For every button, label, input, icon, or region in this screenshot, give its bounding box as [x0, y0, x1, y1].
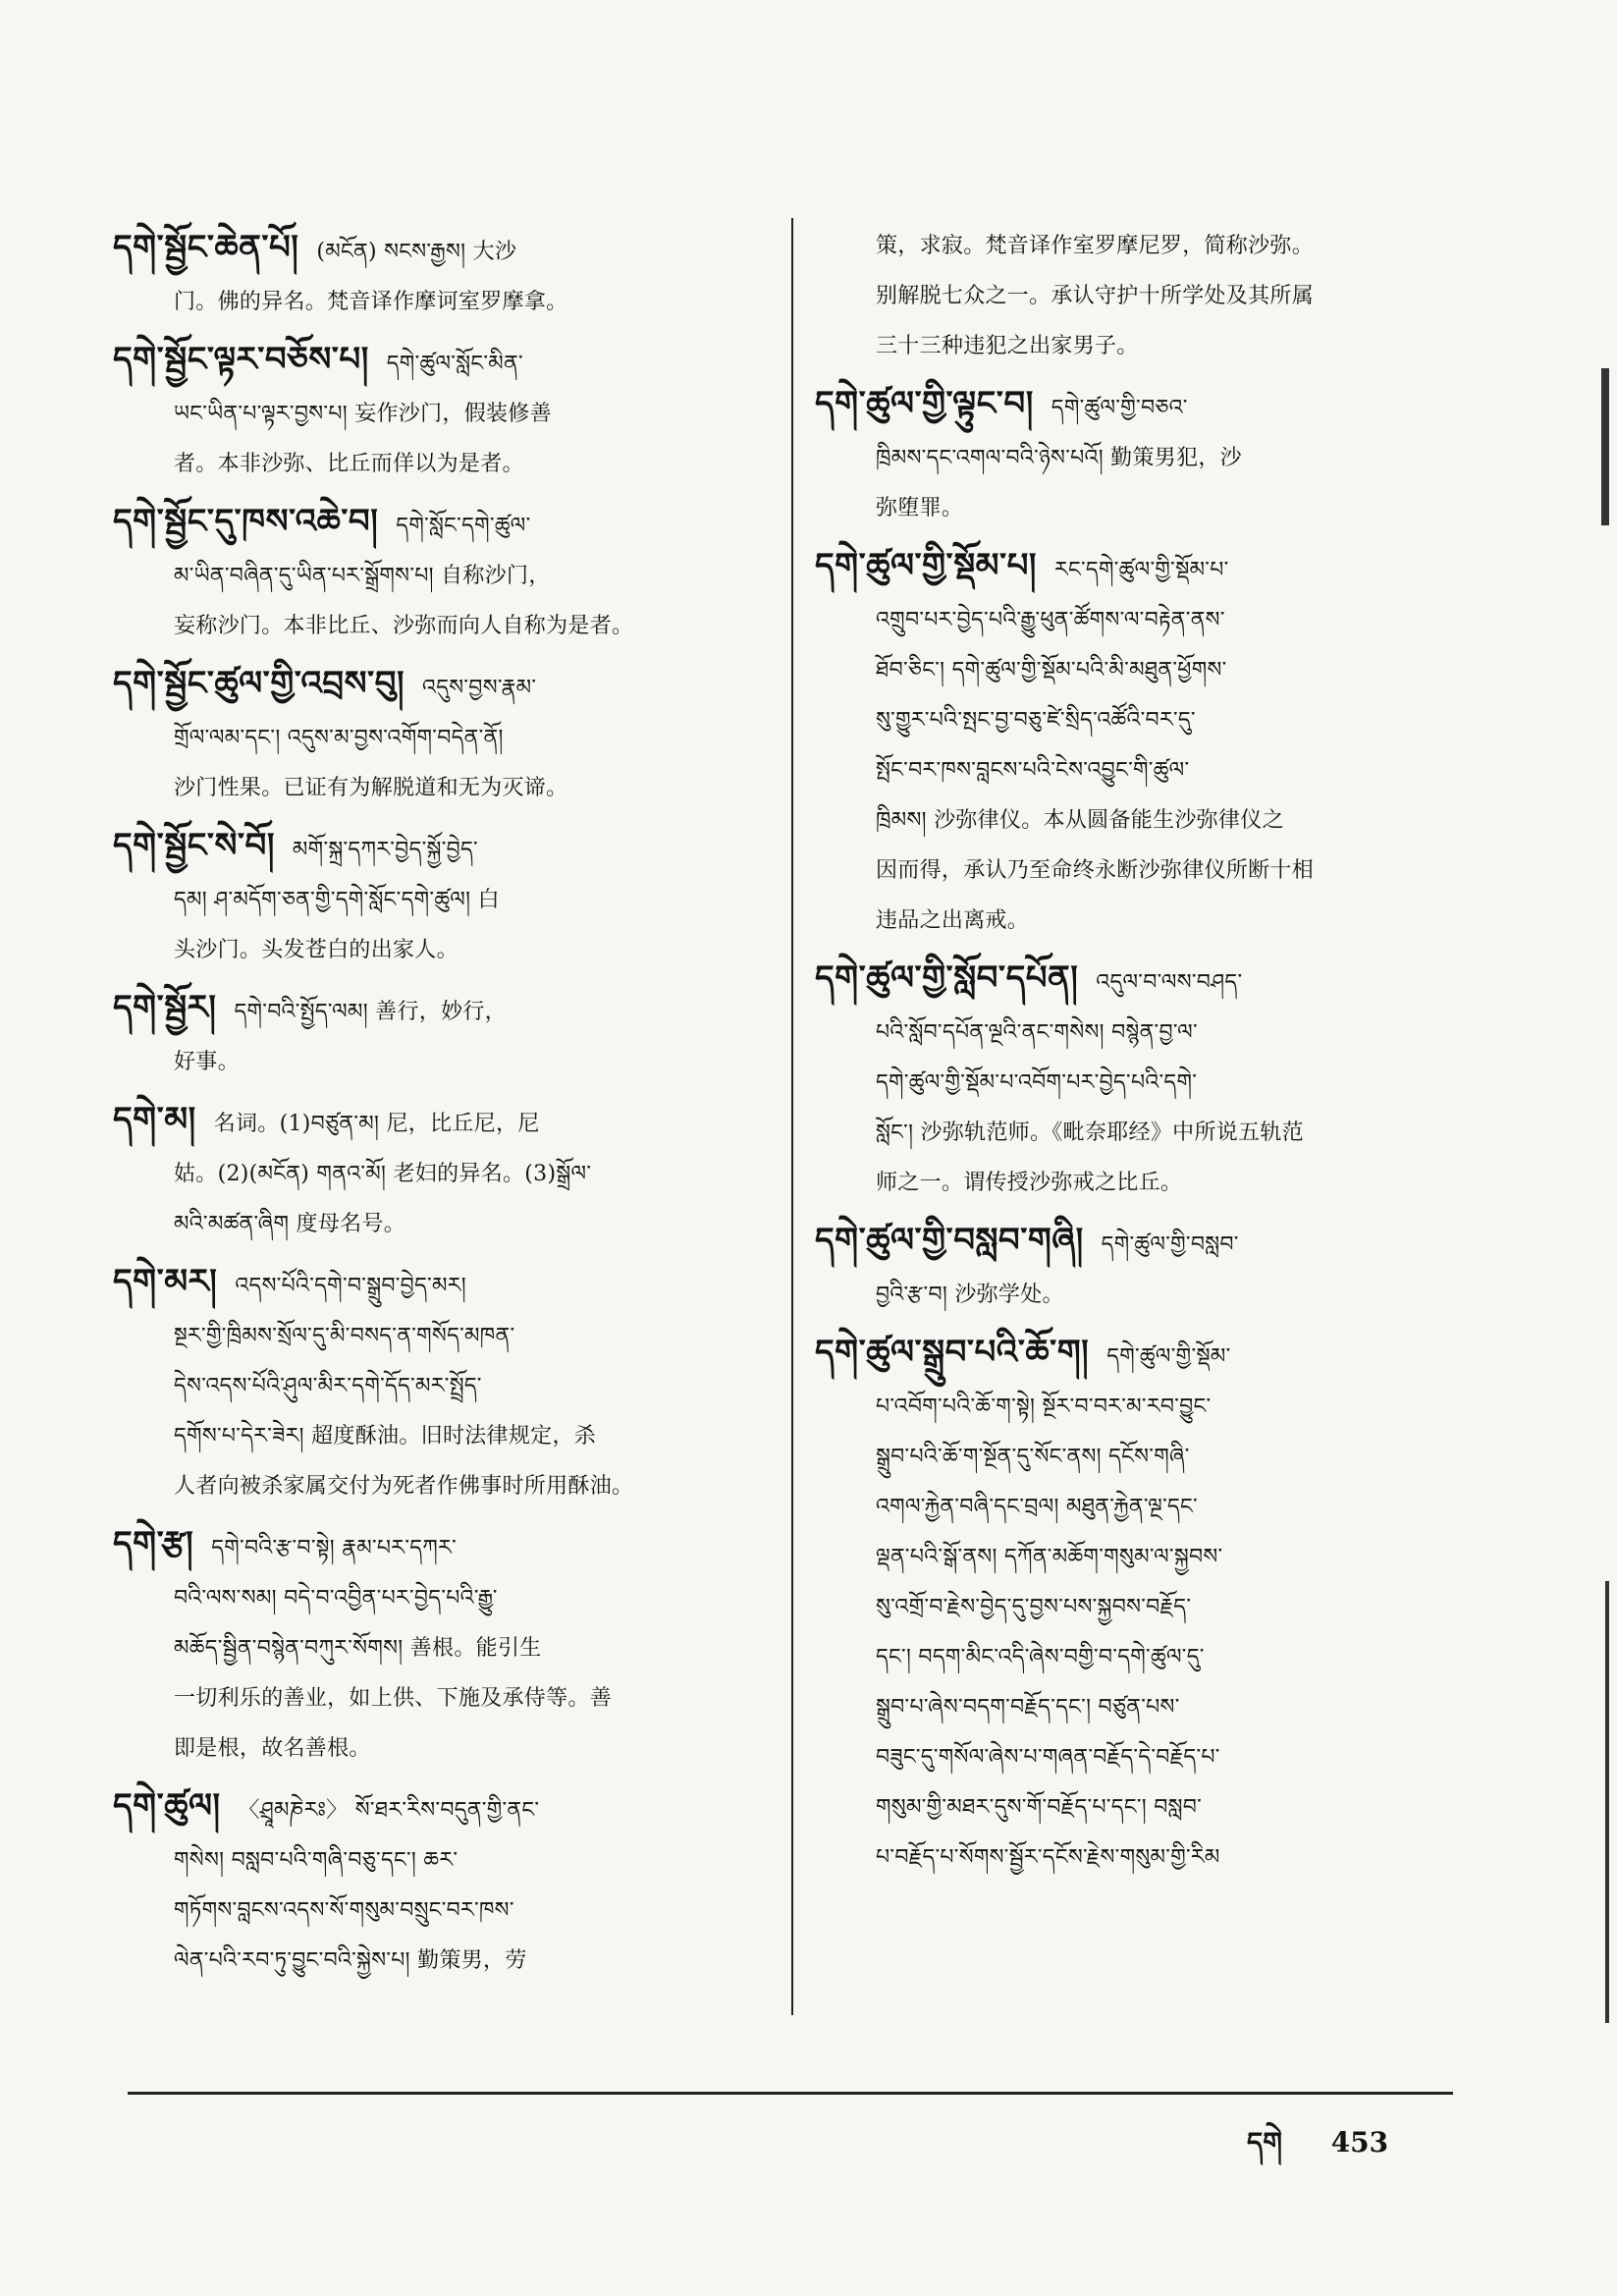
entry-definition-line: པ་འབོག་པའི་ཆོ་ག་སྟེ། སྔོར་བ་བར་མ་རབ་བྱུང་ [876, 1394, 1212, 1419]
entry-definition-line: དེས་འདས་པོའི་ཤུལ་མིར་དགེ་དོད་མར་སྤྲོད་ [174, 1374, 482, 1398]
entry-definition-line: སུ་འགྲོ་བ་རྗེས་བྱེད་དུ་བྱས་པས་སྐྱབས་བརྗོད་ [876, 1595, 1192, 1619]
entry-definition-start: དགེ་ཚུལ་སློང་མིན་ [386, 352, 523, 376]
entry-definition-line: ཁྲིམས། 沙弥律仪。本从圆备能生沙弥律仪之 [876, 808, 1284, 833]
dictionary-entry [113, 221, 790, 327]
entry-definition-line: བཟུང་དུ་གསོལ་ཞེས་པ་གཞན་བརྗོད་དེ་བརྗོད་པ་ [876, 1745, 1220, 1770]
entry-definition-line: མའི་མཚན་ཞིག 度母名号。 [174, 1212, 406, 1236]
entry-definition-line: 三十三种违犯之出家男子。 [876, 334, 1139, 358]
entry-definition-line: དམ། ཤ་མདོག་ཅན་གྱི་དགེ་སློང་དགེ་ཚུལ། 白 [174, 888, 500, 912]
dictionary-entry [815, 1326, 1453, 1883]
entry-definition-line: པའི་སློབ་དཔོན་ལྔའི་ནང་གསེས། བསྙེན་བྱ་ལ་ [876, 1020, 1198, 1045]
entry-headword: དགེ་ཚུལ་སྒྲུབ་པའི་ཆོ་ག། [815, 1333, 1090, 1372]
entry-definition-line: མཆོད་སྦྱིན་བསྙེན་བཀུར་སོགས། 善根。能引生 [174, 1636, 542, 1661]
entry-headword: དགེ་ཚུལ་གྱི་བསླབ་གཞི། [815, 1221, 1084, 1260]
entry-definition-line: སྔར་གྱི་ཁྲིམས་སྲོལ་དུ་མི་བསད་ན་གསོད་མཁན་ [174, 1324, 515, 1348]
entry-definition-line: 别解脱七众之一。承认守护十所学处及其所属 [876, 284, 1315, 308]
footer-rule [128, 2092, 1453, 2095]
entry-definition-line: སྒྲུབ་པའི་ཆོ་ག་སྔོན་དུ་སོང་ནས། དངོས་གཞི་ [876, 1445, 1190, 1469]
entry-definition-line: ཐོབ་ཅིང་། དགེ་ཚུལ་གྱི་སྡོམ་པའི་མི་མཐུན་ཕྱོགས་ [876, 658, 1227, 683]
entry-definition-line: ཁྲིམས་དང་འགལ་བའི་ཉེས་པའོ། 勤策男犯，沙 [876, 446, 1242, 470]
entry-headword: དགེ་རྩ། [113, 1524, 194, 1563]
entry-definition-line: ལྡན་པའི་སྒོ་ནས། དཀོན་མཆོག་གསུམ་ལ་སྐྱབས་ [876, 1545, 1223, 1569]
dictionary-entry [113, 819, 790, 975]
dictionary-entry [113, 1517, 790, 1774]
entry-headword: དགེ་སྦྱོང་ཚུལ་གྱི་འབྲས་བུ། [113, 664, 405, 703]
entry-definition-line: འགྲུབ་པར་བྱེད་པའི་རྒྱུ་ཕུན་ཚོགས་ལ་བརྟེན་ནས་ [876, 608, 1225, 632]
entry-definition-line: མ་ཡིན་བཞིན་དུ་ཡིན་པར་སྒྲོགས་པ། 自称沙门， [174, 564, 551, 588]
entry-headword: དགེ་ཚུལ་གྱི་སྡོམ་པ། [815, 546, 1037, 585]
scan-edge-mark [1601, 368, 1609, 525]
page-footer [1247, 2111, 1388, 2189]
entry-definition-line: 妄称沙门。本非比丘、沙弥而向人自称为是者。 [174, 614, 634, 638]
dictionary-entry [815, 539, 1453, 946]
entry-definition-line: ཡང་ཡིན་པ་ལྟར་བྱས་པ། 妄作沙门，假装修善 [174, 402, 552, 426]
entry-definition-line: 即是根，故名善根。 [174, 1736, 371, 1761]
page-number: 453 [1330, 2126, 1389, 2159]
entry-definition-line: 师之一。谓传授沙弥戒之比丘。 [876, 1171, 1183, 1195]
entry-definition-line: སུ་གྱུར་པའི་སྤང་བྱ་བཅུ་ཛེ་སྲིད་འཚོའི་བར་དུ་ [876, 708, 1196, 733]
dictionary-entry [113, 333, 790, 489]
entry-definition-line: དགེ་ཚུལ་གྱི་སྡོམ་པ་འབོག་པར་བྱེད་པའི་དགེ་ [876, 1070, 1198, 1095]
entry-definition-line: བའི་ལས་སམ། བདེ་བ་འབྱིན་པར་བྱེད་པའི་རྒྱུ་ [174, 1586, 498, 1611]
dictionary-entry [815, 952, 1453, 1208]
entry-definition-line: པ་བརྗོད་པ་སོགས་སྦྱོར་དངོས་རྗེས་གསུམ་གྱི་རིམ [876, 1845, 1220, 1870]
entry-definition-line: 弥堕罪。 [876, 496, 964, 520]
entry-headword: དགེ་སྦྱོང་ཆེན་པོ། [113, 228, 299, 267]
entry-definition-line: 姑。(2)(མངོན) གནའ་མོ། 老妇的异名。(3)སྒྲོལ་ [174, 1162, 592, 1186]
entry-definition-line: གཏོགས་བླངས་འདས་སོ་གསུམ་བསྲུང་བར་ཁས་ [174, 1898, 514, 1923]
entry-definition-line: གསེས། བསླབ་པའི་གཞི་བཅུ་དང་། ཆར་ [174, 1848, 458, 1873]
entry-definition-start: མགོ་སྐྲ་དཀར་བྱེད་སྐྱོ་བྱེད་ [292, 838, 478, 862]
entry-definition-start: དགེ་བའི་སྤྱོད་ལམ། 善行，妙行， [234, 1000, 507, 1024]
entry-definition-line: 好事。 [174, 1050, 240, 1074]
entry-definition-line: 一切利乐的善业，如上供、下施及承侍等。善 [174, 1686, 613, 1711]
entry-headword: དགེ་སྦྱོང་ལྟར་བཅོས་པ། [113, 340, 369, 379]
entry-definition-start: དགེ་ཚུལ་གྱི་བཅའ་ [1051, 396, 1188, 420]
dictionary-entry [113, 981, 790, 1087]
left-column [113, 221, 790, 2028]
entry-definition-line: བྱའི་རྩ་བ། 沙弥学处。 [876, 1283, 1064, 1307]
entry-definition-line: ལེན་པའི་རབ་ཏུ་བྱུང་བའི་སྐྱེས་པ། 勤策男，劳 [174, 1948, 527, 1973]
dictionary-entry [113, 1779, 790, 1986]
dictionary-entry [113, 1093, 790, 1249]
entry-definition-start: དགེ་བའི་རྩ་བ་སྟེ། རྣམ་པར་དཀར་ [211, 1536, 457, 1560]
entry-definition-start: འདུས་བྱས་རྣམ་ [422, 676, 537, 700]
entry-definition-line: གྲོལ་ལམ་དང་། འདུས་མ་བྱས་འགོག་བདེན་ནོ། [174, 726, 504, 750]
entry-headword: དགེ་ཚུལ། [113, 1786, 221, 1826]
column-divider [791, 218, 793, 2015]
entry-definition-line: 违品之出离戒。 [876, 908, 1030, 933]
entry-definition-line: 因而得，承认乃至命终永断沙弥律仪所断十相 [876, 858, 1315, 883]
entry-definition-line: 者。本非沙弥、比丘而佯以为是者。 [174, 452, 524, 476]
entry-definition-line: སྒྲུབ་པ་ཞེས་བདག་བརྗོད་དང་། བཙུན་པས་ [876, 1695, 1180, 1720]
right-column [815, 221, 1453, 2028]
entry-definition-start: དགེ་སློང་དགེ་ཚུལ་ [396, 514, 531, 538]
scan-edge-mark [1605, 1581, 1609, 2023]
entry-definition-start: (མངོན) སངས་རྒྱས། 大沙 [316, 240, 517, 264]
entry-headword: དགེ་ཚུལ་གྱི་ལྟུང་བ། [815, 384, 1034, 423]
dictionary-entry [815, 377, 1453, 533]
entry-headword: དགེ་མ། [113, 1100, 196, 1139]
entry-definition-start: 名词。(1)བཙུན་མ། 尼，比丘尼，尼 [213, 1112, 540, 1136]
entry-definition-line: 门。佛的异名。梵音译作摩诃室罗摩拿。 [174, 290, 568, 314]
entry-definition-start: འདས་པོའི་དགེ་བ་སྒྲུབ་བྱེད་མར། [235, 1274, 466, 1298]
entry-definition-line: 沙门性果。已证有为解脱道和无为灭谛。 [174, 776, 568, 800]
entry-definition-start: དགེ་ཚུལ་གྱི་བསླབ་ [1101, 1232, 1239, 1257]
dictionary-entry [815, 221, 1453, 371]
entry-definition-start: དགེ་ཚུལ་གྱི་སྡོམ་ [1106, 1344, 1231, 1369]
entry-headword: དགེ་སྦྱོང་དུ་ཁས་འཆེ་བ། [113, 502, 379, 541]
entry-definition-line: དང་། བདག་མིང་འདི་ཞེས་བགྱི་བ་དགེ་ཚུལ་དུ་ [876, 1645, 1205, 1669]
dictionary-entry [815, 1214, 1453, 1320]
entry-definition-line: 人者向被杀家属交付为死者作佛事时所用酥油。 [174, 1474, 634, 1499]
entry-definition-start: འདུལ་བ་ལས་བཤད་ [1096, 970, 1243, 995]
entry-definition-line: 策，求寂。梵音译作室罗摩尼罗，简称沙弥。 [876, 234, 1315, 258]
entry-headword: དགེ་མར། [113, 1262, 218, 1301]
entry-definition-start: 〈ཤྲཱམཎེརཿ〉 སོ་ཐར་རིས་བདུན་གྱི་ནང་ [238, 1798, 540, 1823]
entry-headword: དགེ་སྦྱོར། [113, 988, 217, 1027]
entry-definition-line: སློང་། 沙弥轨范师。《毗奈耶经》中所说五轨范 [876, 1121, 1304, 1145]
entry-headword: དགེ་ཚུལ་གྱི་སློབ་དཔོན། [815, 958, 1079, 998]
entry-definition-line: འགལ་རྐྱེན་བཞི་དང་བྲལ། མཐུན་རྐྱེན་ལྔ་དང་ [876, 1495, 1198, 1519]
entry-definition-line: 头沙门。头发苍白的出家人。 [174, 938, 458, 962]
dictionary-entry [113, 1255, 790, 1511]
entry-definition-line: སྤོང་བར་ཁས་བླངས་པའི་ངེས་འབྱུང་གི་ཚུལ་ [876, 758, 1190, 783]
entry-definition-line: དགོས་པ་དེར་ཟེར། 超度酥油。旧时法律规定，杀 [174, 1424, 597, 1449]
dictionary-entry [113, 657, 790, 813]
entry-headword: དགེ་སྦྱོང་སེ་བོ། [113, 826, 275, 865]
dictionary-entry [113, 495, 790, 651]
entry-definition-start: རང་དགེ་ཚུལ་གྱི་སྡོམ་པ་ [1053, 558, 1229, 582]
footer-section-label: དགེ [1247, 2126, 1282, 2159]
entry-definition-line: གསུམ་གྱི་མཐར་དུས་གོ་བརྗོད་པ་དང་། བསླབ་ [876, 1795, 1203, 1820]
